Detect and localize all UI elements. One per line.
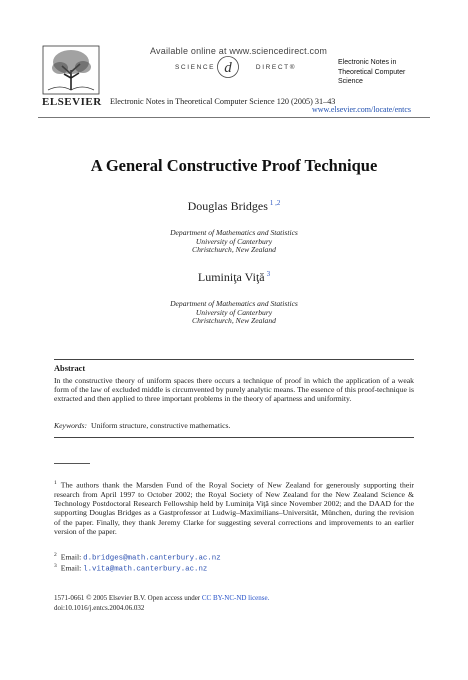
footnote-3 [54,562,414,575]
doi-text: doi:10.1016/j.entcs.2004.06.032 [54,604,145,612]
email-label: Email: [60,563,82,573]
affiliation-line: Christchurch, New Zealand [192,245,276,255]
footnote-mark: 3 [54,563,57,569]
affiliation-line: Christchurch, New Zealand [192,316,276,326]
paper-title: A General Constructive Proof Technique [90,156,378,175]
journal-url-link[interactable]: www.elsevier.com/locate/entcs [312,105,411,114]
author-1 [0,199,468,214]
affiliation-line: Department of Mathematics and Statistics [170,299,298,308]
author-1-affiliation [0,229,468,255]
author-name: Luminiţa Viţă [197,270,265,284]
footnote-divider [54,463,90,464]
abstract-heading: Abstract [54,364,86,373]
issn-copyright: 1571-0661 © 2005 Elsevier B.V. Open access under [54,594,201,602]
sciencedirect-right: DIRECT® [255,64,297,71]
affiliation-line: University of Canterbury [195,307,273,317]
author-footnote-marks[interactable]: 3 [266,270,271,278]
keywords [54,421,414,430]
affiliation-line: University of Canterbury [195,236,273,246]
email-link[interactable]: l.vita@math.canterbury.ac.nz [83,565,208,574]
footnote-mark: 2 [54,552,57,558]
keywords-text: Uniform structure, constructive mathematics. [91,421,231,430]
series-title-block [338,58,428,87]
sciencedirect-left: SCIENCE [175,64,216,71]
abstract-bottom-rule [54,437,414,438]
license-link[interactable]: CC BY-NC-ND license. [201,594,270,602]
author-2-affiliation [0,300,468,326]
affiliation-line: Department of Mathematics and Statistics [170,228,298,237]
available-online-text: Available online at www.sciencedirect.com [150,46,328,56]
sciencedirect-logo-icon [216,55,240,79]
keywords-label: Keywords: [54,421,88,430]
series-title-line: Electronic Notes in [338,59,397,66]
email-label: Email: [60,552,82,562]
abstract-top-rule [54,359,414,360]
header-divider [38,117,430,118]
footnote-mark: 1 [54,480,57,486]
email-link[interactable]: d.bridges@math.canterbury.ac.nz [83,554,221,563]
footnote-text: The authors thank the Marsden Fund of the Royal Society of New Zealand for generously supporting their research from April 1997 to October 2002; the Royal Society of New Zealand for the New Zealand Science & Technology Postdoctoral Research Fellowship held by Luminiţa Viţă since November 2002; and the DAAD for the supporting Douglas Bridges as a Gastprofessor at Ludwig–Maximilians–Universität, München, during the revision of the paper. Finally, they thank Jeremy Clarke for suggesting several corrections and improvements to an earlier version of the paper. [54,480,414,537]
author-footnote-marks[interactable]: 1 ,2 [269,199,281,207]
journal-citation: Electronic Notes in Theoretical Computer Science 120 (2005) 31–43 [110,97,336,106]
footnote-1 [54,479,414,536]
author-name: Douglas Bridges [187,199,268,213]
copyright-line [54,594,269,602]
svg-text:d: d [224,60,232,76]
elsevier-wordmark: ELSEVIER [42,96,102,108]
series-title-line: Theoretical Computer [338,68,406,76]
author-2 [0,270,468,285]
series-title-line: Science [338,78,363,85]
abstract-text: In the constructive theory of uniform spaces there occurs a technique of proof in which the application of a weak form of the law of excluded middle is circumvented by purely analytic means. The essence of this proof-technique is extracted and then applied to three important problems in the theory of apartness and uniformity. [54,376,414,403]
